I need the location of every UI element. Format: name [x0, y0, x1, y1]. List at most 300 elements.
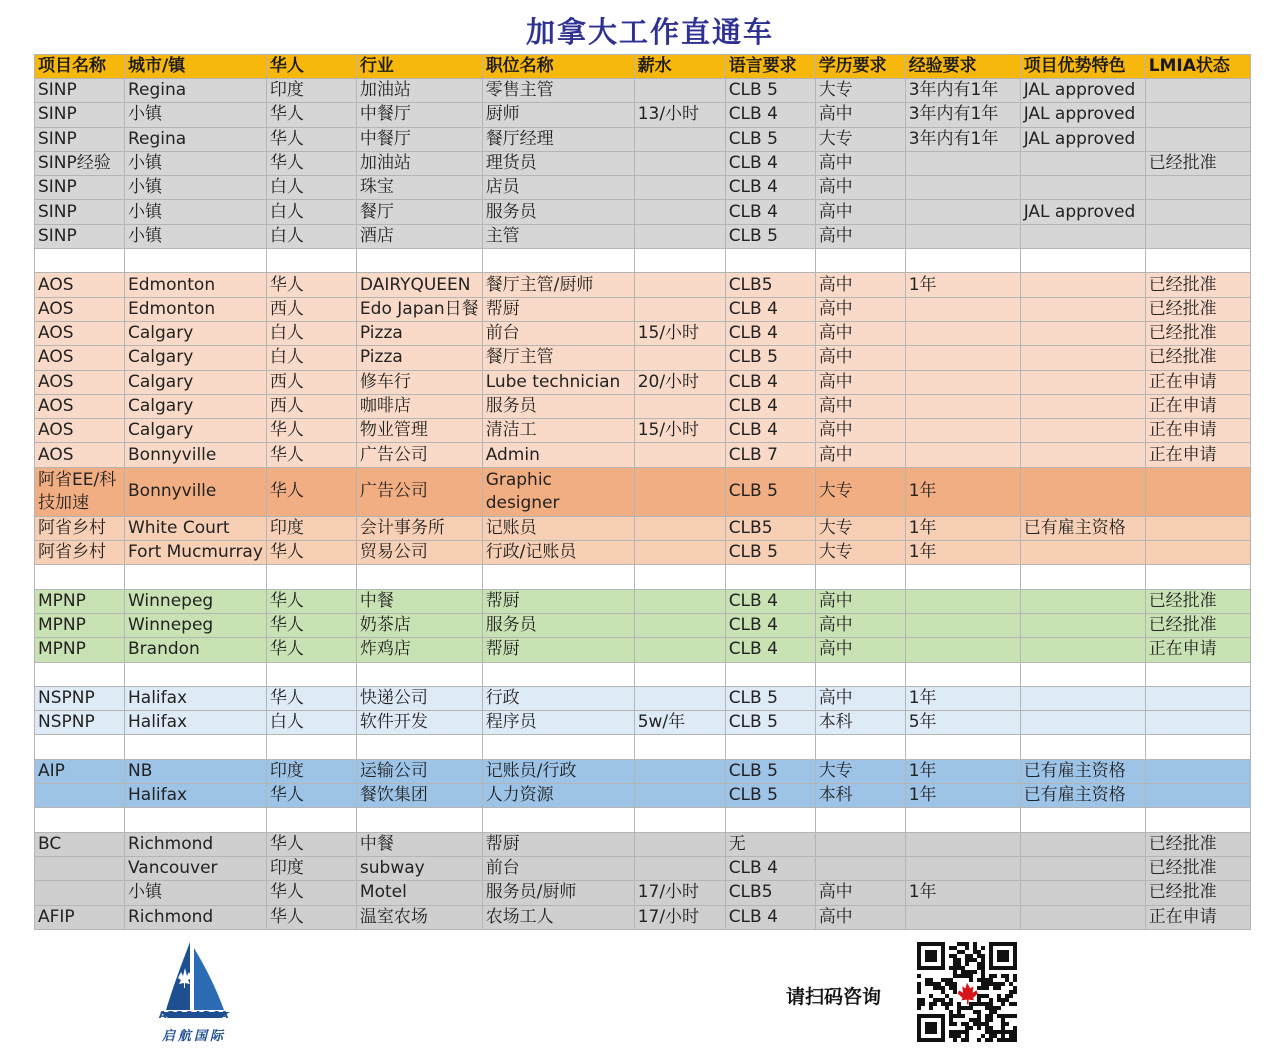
- table-cell: [1020, 711, 1145, 735]
- table-cell: [356, 735, 482, 759]
- table-cell: AIP: [35, 759, 125, 783]
- table-cell: 服务员: [482, 200, 634, 224]
- table-cell: 零售主管: [482, 79, 634, 103]
- table-row: [35, 784, 1251, 808]
- table-cell: AFIP: [35, 905, 125, 929]
- table-cell: 高中: [815, 613, 905, 637]
- table-cell: 小镇: [125, 103, 267, 127]
- table-cell: [1145, 516, 1250, 540]
- table-cell: 1年: [905, 759, 1020, 783]
- table-cell: [1020, 151, 1145, 175]
- table-row: [35, 273, 1251, 297]
- table-cell: CLB5: [725, 273, 815, 297]
- table-row: [35, 516, 1251, 540]
- table-cell: Regina: [125, 127, 267, 151]
- table-cell: [1020, 613, 1145, 637]
- table-cell: 前台: [482, 321, 634, 345]
- table-cell: 大专: [815, 516, 905, 540]
- table-cell: 5w/年: [634, 711, 725, 735]
- table-cell: 广告公司: [356, 467, 482, 516]
- table-cell: [905, 638, 1020, 662]
- table-cell: [815, 735, 905, 759]
- qr-code-icon[interactable]: [917, 942, 1017, 1042]
- table-cell: 行政: [482, 686, 634, 710]
- table-cell: [1145, 541, 1250, 565]
- table-cell: [905, 589, 1020, 613]
- table-cell: [266, 249, 356, 273]
- table-cell: 帮厨: [482, 832, 634, 856]
- table-cell: [1020, 346, 1145, 370]
- table-cell: [905, 176, 1020, 200]
- table-cell: Edmonton: [125, 297, 267, 321]
- table-row: [35, 541, 1251, 565]
- table-cell: NSPNP: [35, 686, 125, 710]
- table-cell: 小镇: [125, 176, 267, 200]
- table-cell: [905, 346, 1020, 370]
- table-cell: 厨师: [482, 103, 634, 127]
- table-cell: 华人: [266, 905, 356, 929]
- table-cell: 已经批准: [1145, 856, 1250, 880]
- table-cell: 华人: [266, 273, 356, 297]
- table-cell: [35, 249, 125, 273]
- table-cell: Calgary: [125, 346, 267, 370]
- table-cell: 加油站: [356, 79, 482, 103]
- table-cell: 酒店: [356, 224, 482, 248]
- table-cell: [634, 394, 725, 418]
- table-cell: 本科: [815, 711, 905, 735]
- table-cell: 白人: [266, 224, 356, 248]
- table-cell: [125, 249, 267, 273]
- table-cell: CLB 4: [725, 905, 815, 929]
- table-cell: [634, 443, 725, 467]
- table-cell: [905, 832, 1020, 856]
- table-cell: 小镇: [125, 151, 267, 175]
- table-cell: 1年: [905, 516, 1020, 540]
- table-cell: [634, 273, 725, 297]
- table-cell: 高中: [815, 370, 905, 394]
- table-cell: 1年: [905, 784, 1020, 808]
- table-cell: [905, 613, 1020, 637]
- table-cell: 1年: [905, 273, 1020, 297]
- table-cell: Halifax: [125, 711, 267, 735]
- table-cell: CLB 4: [725, 589, 815, 613]
- table-cell: 1年: [905, 467, 1020, 516]
- table-cell: 高中: [815, 881, 905, 905]
- table-cell: [634, 541, 725, 565]
- table-cell: 华人: [266, 151, 356, 175]
- table-cell: [634, 297, 725, 321]
- table-cell: [634, 200, 725, 224]
- table-cell: CLB 5: [725, 467, 815, 516]
- table-row: [35, 79, 1251, 103]
- table-cell: 正在申请: [1145, 394, 1250, 418]
- table-cell: CLB 4: [725, 176, 815, 200]
- table-cell: 理货员: [482, 151, 634, 175]
- table-cell: [634, 151, 725, 175]
- table-cell: [35, 735, 125, 759]
- table-cell: [634, 686, 725, 710]
- table-cell: 餐饮集团: [356, 784, 482, 808]
- table-cell: 前台: [482, 856, 634, 880]
- table-cell: [1145, 200, 1250, 224]
- table-cell: [905, 394, 1020, 418]
- column-header: 职位名称: [482, 55, 634, 79]
- table-cell: 高中: [815, 176, 905, 200]
- table-cell: 阿省乡村: [35, 541, 125, 565]
- table-cell: 高中: [815, 200, 905, 224]
- table-cell: 华人: [266, 784, 356, 808]
- table-row: [35, 613, 1251, 637]
- table-cell: 华人: [266, 443, 356, 467]
- table-cell: 店员: [482, 176, 634, 200]
- column-header: LMIA状态: [1145, 55, 1250, 79]
- table-cell: 华人: [266, 541, 356, 565]
- table-cell: [905, 200, 1020, 224]
- table-cell: 人力资源: [482, 784, 634, 808]
- table-cell: Pizza: [356, 321, 482, 345]
- table-cell: CLB 4: [725, 321, 815, 345]
- table-cell: White Court: [125, 516, 267, 540]
- table-cell: 服务员/厨师: [482, 881, 634, 905]
- table-cell: [125, 808, 267, 832]
- table-cell: MPNP: [35, 589, 125, 613]
- table-cell: [905, 151, 1020, 175]
- table-cell: BC: [35, 832, 125, 856]
- table-cell: [634, 176, 725, 200]
- table-cell: Bonnyville: [125, 467, 267, 516]
- table-cell: Calgary: [125, 419, 267, 443]
- table-cell: [1020, 638, 1145, 662]
- table-cell: 1年: [905, 541, 1020, 565]
- table-cell: [905, 297, 1020, 321]
- table-cell: [634, 735, 725, 759]
- table-cell: CLB 4: [725, 856, 815, 880]
- table-cell: 加油站: [356, 151, 482, 175]
- table-cell: Edo Japan日餐: [356, 297, 482, 321]
- table-cell: 印度: [266, 759, 356, 783]
- table-cell: 华人: [266, 686, 356, 710]
- table-cell: [634, 856, 725, 880]
- table-cell: [634, 127, 725, 151]
- table-cell: DAIRYQUEEN: [356, 273, 482, 297]
- table-cell: Calgary: [125, 321, 267, 345]
- table-cell: CLB 4: [725, 103, 815, 127]
- table-cell: SINP: [35, 103, 125, 127]
- table-cell: 高中: [815, 394, 905, 418]
- table-cell: Fort Mucmurray: [125, 541, 267, 565]
- table-cell: 华人: [266, 467, 356, 516]
- column-header: 语言要求: [725, 55, 815, 79]
- table-cell: 已有雇主资格: [1020, 516, 1145, 540]
- table-cell: Admin: [482, 443, 634, 467]
- table-cell: 15/小时: [634, 321, 725, 345]
- table-cell: AOS: [35, 443, 125, 467]
- table-cell: CLB 5: [725, 711, 815, 735]
- table-cell: [35, 662, 125, 686]
- table-cell: [482, 249, 634, 273]
- table-row: [35, 711, 1251, 735]
- table-cell: 已经批准: [1145, 881, 1250, 905]
- table-cell: 已经批准: [1145, 832, 1250, 856]
- table-cell: 主管: [482, 224, 634, 248]
- table-cell: 3年内有1年: [905, 127, 1020, 151]
- table-row: [35, 832, 1251, 856]
- table-cell: NB: [125, 759, 267, 783]
- table-cell: Pizza: [356, 346, 482, 370]
- column-header: 薪水: [634, 55, 725, 79]
- table-row: [35, 419, 1251, 443]
- table-cell: Edmonton: [125, 273, 267, 297]
- table-cell: AOS: [35, 273, 125, 297]
- table-cell: 华人: [266, 589, 356, 613]
- table-cell: [35, 881, 125, 905]
- table-cell: [634, 808, 725, 832]
- table-cell: [35, 856, 125, 880]
- table-cell: Richmond: [125, 905, 267, 929]
- table-row: [35, 467, 1251, 516]
- column-header: 经验要求: [905, 55, 1020, 79]
- table-cell: 高中: [815, 273, 905, 297]
- table-cell: [1145, 79, 1250, 103]
- table-cell: 中餐: [356, 589, 482, 613]
- table-cell: SINP: [35, 224, 125, 248]
- table-cell: [1020, 541, 1145, 565]
- table-cell: CLB 4: [725, 394, 815, 418]
- table-cell: 广告公司: [356, 443, 482, 467]
- table-cell: [1020, 832, 1145, 856]
- table-cell: [1145, 686, 1250, 710]
- table-cell: 高中: [815, 443, 905, 467]
- table-cell: 服务员: [482, 394, 634, 418]
- table-cell: CLB 4: [725, 297, 815, 321]
- table-cell: Lube technician: [482, 370, 634, 394]
- table-cell: 咖啡店: [356, 394, 482, 418]
- table-cell: 中餐厅: [356, 103, 482, 127]
- table-cell: [1145, 103, 1250, 127]
- table-cell: Brandon: [125, 638, 267, 662]
- table-cell: 3年内有1年: [905, 103, 1020, 127]
- table-cell: 小镇: [125, 881, 267, 905]
- table-cell: [1020, 394, 1145, 418]
- table-cell: [905, 224, 1020, 248]
- table-cell: AOS: [35, 419, 125, 443]
- table-row: [35, 224, 1251, 248]
- table-cell: AOS: [35, 394, 125, 418]
- table-cell: MPNP: [35, 613, 125, 637]
- table-row: [35, 759, 1251, 783]
- table-cell: 高中: [815, 419, 905, 443]
- table-row: [35, 856, 1251, 880]
- table-cell: 17/小时: [634, 905, 725, 929]
- table-cell: 20/小时: [634, 370, 725, 394]
- table-cell: 正在申请: [1145, 370, 1250, 394]
- table-cell: CLB 4: [725, 638, 815, 662]
- table-cell: [905, 856, 1020, 880]
- table-cell: 1年: [905, 881, 1020, 905]
- table-cell: [634, 467, 725, 516]
- table-cell: [905, 662, 1020, 686]
- table-cell: [1145, 565, 1250, 589]
- table-cell: [1145, 176, 1250, 200]
- table-cell: [815, 856, 905, 880]
- table-cell: 高中: [815, 638, 905, 662]
- table-cell: 已经批准: [1145, 273, 1250, 297]
- table-cell: CLB 5: [725, 127, 815, 151]
- table-cell: [1020, 419, 1145, 443]
- table-cell: CLB 7: [725, 443, 815, 467]
- table-cell: [482, 565, 634, 589]
- table-cell: SINP: [35, 79, 125, 103]
- table-cell: 已经批准: [1145, 151, 1250, 175]
- table-cell: [125, 662, 267, 686]
- table-cell: [1020, 662, 1145, 686]
- table-cell: AOS: [35, 346, 125, 370]
- header-row: [35, 55, 1251, 79]
- table-cell: 正在申请: [1145, 419, 1250, 443]
- table-cell: 华人: [266, 419, 356, 443]
- table-cell: SINP: [35, 176, 125, 200]
- table-cell: 阿省乡村: [35, 516, 125, 540]
- table-cell: NSPNP: [35, 711, 125, 735]
- table-cell: [1020, 589, 1145, 613]
- table-cell: [905, 565, 1020, 589]
- table-cell: 西人: [266, 394, 356, 418]
- table-row: [35, 200, 1251, 224]
- table-cell: 1年: [905, 686, 1020, 710]
- table-cell: CLB 5: [725, 686, 815, 710]
- table-cell: [634, 784, 725, 808]
- table-cell: CLB 5: [725, 346, 815, 370]
- table-cell: JAL approved: [1020, 127, 1145, 151]
- table-cell: 温室农场: [356, 905, 482, 929]
- table-cell: [1020, 905, 1145, 929]
- table-cell: 白人: [266, 321, 356, 345]
- table-cell: 软件开发: [356, 711, 482, 735]
- table-cell: [634, 589, 725, 613]
- table-cell: [1020, 249, 1145, 273]
- table-cell: 西人: [266, 370, 356, 394]
- table-cell: [1145, 711, 1250, 735]
- table-cell: Winnepeg: [125, 613, 267, 637]
- table-cell: 已经批准: [1145, 589, 1250, 613]
- table-cell: [905, 905, 1020, 929]
- table-cell: [1145, 224, 1250, 248]
- table-cell: 大专: [815, 79, 905, 103]
- table-cell: 已有雇主资格: [1020, 759, 1145, 783]
- table-cell: subway: [356, 856, 482, 880]
- table-cell: 西人: [266, 297, 356, 321]
- table-cell: 农场工人: [482, 905, 634, 929]
- table-cell: CLB5: [725, 881, 815, 905]
- spacer-row: [35, 808, 1251, 832]
- table-cell: 修车行: [356, 370, 482, 394]
- table-cell: 小镇: [125, 224, 267, 248]
- table-cell: 高中: [815, 346, 905, 370]
- table-cell: 高中: [815, 905, 905, 929]
- table-row: [35, 346, 1251, 370]
- table-row: [35, 127, 1251, 151]
- table-row: [35, 321, 1251, 345]
- table-cell: Winnepeg: [125, 589, 267, 613]
- table-row: [35, 370, 1251, 394]
- table-cell: CLB 4: [725, 613, 815, 637]
- table-cell: 帮厨: [482, 297, 634, 321]
- table-cell: [1145, 735, 1250, 759]
- scan-prompt: 请扫码咨询: [786, 986, 882, 1008]
- table-cell: [266, 565, 356, 589]
- table-cell: 中餐: [356, 832, 482, 856]
- table-cell: 记账员: [482, 516, 634, 540]
- table-cell: [905, 735, 1020, 759]
- table-cell: 华人: [266, 881, 356, 905]
- table-cell: [356, 249, 482, 273]
- table-cell: [266, 735, 356, 759]
- table-cell: Calgary: [125, 370, 267, 394]
- table-cell: Calgary: [125, 394, 267, 418]
- table-cell: [725, 808, 815, 832]
- spacer-row: [35, 565, 1251, 589]
- table-cell: [35, 784, 125, 808]
- table-cell: 华人: [266, 832, 356, 856]
- table-cell: CLB 5: [725, 784, 815, 808]
- table-cell: 华人: [266, 613, 356, 637]
- table-cell: 快递公司: [356, 686, 482, 710]
- table-cell: [1020, 297, 1145, 321]
- table-cell: 餐厅经理: [482, 127, 634, 151]
- table-cell: 印度: [266, 79, 356, 103]
- table-cell: 已经批准: [1145, 613, 1250, 637]
- table-cell: 高中: [815, 686, 905, 710]
- table-cell: 正在申请: [1145, 638, 1250, 662]
- table-cell: 帮厨: [482, 589, 634, 613]
- table-cell: [1145, 662, 1250, 686]
- table-cell: [634, 565, 725, 589]
- table-cell: CLB5: [725, 516, 815, 540]
- table-cell: JAL approved: [1020, 79, 1145, 103]
- column-header: 城市/镇: [125, 55, 267, 79]
- table-cell: [634, 346, 725, 370]
- table-cell: 阿省EE/科技加速: [35, 467, 125, 516]
- table-cell: Halifax: [125, 784, 267, 808]
- table-cell: 大专: [815, 127, 905, 151]
- table-cell: CLB 5: [725, 541, 815, 565]
- table-cell: [1020, 808, 1145, 832]
- table-row: [35, 905, 1251, 929]
- column-header: 华人: [266, 55, 356, 79]
- table-cell: [266, 808, 356, 832]
- table-cell: CLB 4: [725, 419, 815, 443]
- table-cell: 餐厅: [356, 200, 482, 224]
- table-row: [35, 686, 1251, 710]
- spacer-row: [35, 735, 1251, 759]
- table-cell: Bonnyville: [125, 443, 267, 467]
- table-cell: 高中: [815, 321, 905, 345]
- table-cell: [482, 808, 634, 832]
- table-cell: [1020, 735, 1145, 759]
- table-cell: [1020, 881, 1145, 905]
- table-cell: 白人: [266, 200, 356, 224]
- table-cell: [905, 443, 1020, 467]
- logo-text-cn: 启航国际: [161, 1029, 226, 1044]
- table-cell: 无: [725, 832, 815, 856]
- table-cell: [905, 321, 1020, 345]
- table-cell: [1020, 321, 1145, 345]
- table-cell: [815, 808, 905, 832]
- table-row: [35, 103, 1251, 127]
- table-cell: 3年内有1年: [905, 79, 1020, 103]
- table-row: [35, 394, 1251, 418]
- table-cell: 餐厅主管/厨师: [482, 273, 634, 297]
